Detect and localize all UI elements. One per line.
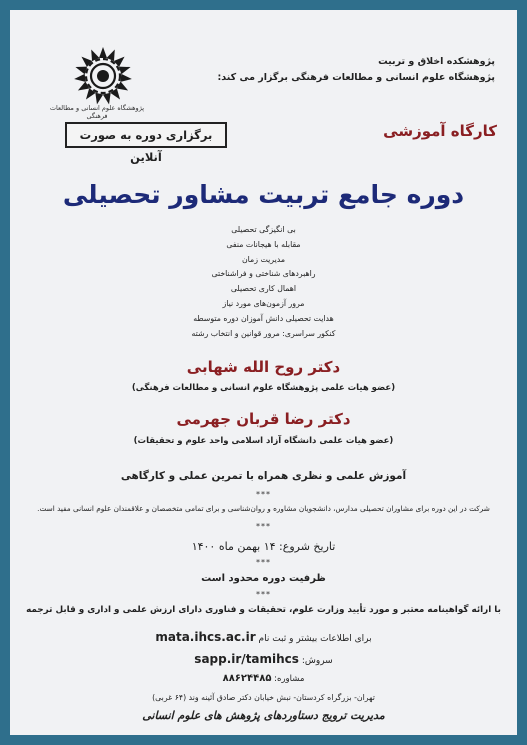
organizer-line-2: پژوهشگاه علوم انسانی و مطالعات فرهنگی برگزار می کند:: [217, 72, 495, 83]
poster: [10, 10, 517, 735]
topic-item: مرور آزمون‌های مورد نیاز: [222, 298, 305, 308]
topic-item: راهبردهای شناختی و فراشناختی: [211, 269, 316, 279]
registration-link[interactable]: mata.ihcs.ac.ir: [155, 630, 256, 644]
institute-logo: [68, 45, 138, 107]
consult-line: [10, 673, 517, 684]
online-notice-box: برگزاری دوره به صورت آنلاین: [65, 122, 227, 148]
registration-line: [10, 630, 517, 644]
audience-text: شرکت در این دوره برای مشاوران تحصیلی مدارس، دانشجویان مشاوره و روان‌شناسی و برای تمامی متخصصان و علاقمندان علوم انسانی مفید است.: [37, 504, 490, 513]
topic-item: مدیریت زمان: [241, 254, 286, 264]
logo-caption: پژوهشگاه علوم انسانی و مطالعات فرهنگی: [49, 104, 145, 120]
instructor-2-name: دکتر رضا قربان جهرمی: [176, 410, 351, 428]
instructor-1-name: دکتر روح الله شهابی: [186, 358, 341, 376]
registration-label: برای اطلاعات بیشتر و ثبت نام: [258, 634, 372, 644]
topic-item: اهمال کاری تحصیلی: [230, 284, 297, 294]
consult-phone: ۸۸۶۲۴۴۸۵: [222, 673, 272, 684]
separator: ***: [256, 522, 271, 531]
capacity-notice: ظرفیت دوره محدود است: [201, 573, 326, 584]
start-date: تاریخ شروع: ۱۴ بهمن ماه ۱۴۰۰: [191, 540, 336, 553]
soroush-line: [10, 652, 517, 666]
address: تهران- بزرگراه کردستان- نبش خیابان دکتر صادق آئینه وند (۶۴ غربی): [152, 693, 375, 702]
separator: ***: [256, 490, 271, 499]
certificate-info: با ارائه گواهینامه معتبر و مورد تأیید وزارت علوم، تحقیقات و فناوری دارای ارزش علمی و اداری و قابل ترجمه: [26, 605, 501, 615]
workshop-label: کارگاه آموزشی: [383, 122, 497, 140]
instructor-1-affiliation: (عضو هیات علمی پژوهشگاه علوم انسانی و مطالعات فرهنگی): [131, 383, 396, 393]
separator: ***: [256, 590, 271, 599]
topics-list: [10, 223, 517, 341]
separator: ***: [256, 558, 271, 567]
topic-item: بی انگیزگی تحصیلی: [231, 225, 296, 234]
footer-title: مدیریت ترویج دستاوردهای پژوهش های علوم انسانی: [142, 709, 385, 722]
topic-item: مقابله با هیجانات منفی: [226, 239, 301, 249]
training-method: آموزش علمی و نظری همراه با تمرین عملی و کارگاهی: [120, 470, 407, 482]
consult-label: مشاوره:: [274, 674, 305, 684]
topic-item: هدایت تحصیلی دانش آموزان دوره متوسطه: [193, 313, 334, 323]
instructor-2-affiliation: (عضو هیات علمی دانشگاه آزاد اسلامی واحد علوم و تحقیقات): [133, 436, 394, 446]
soroush-link[interactable]: sapp.ir/tamihcs: [194, 652, 299, 666]
course-title: دوره جامع تربیت مشاور تحصیلی: [62, 180, 465, 209]
organizer-line-1: پژوهشکده اخلاق و تربیت: [378, 56, 495, 67]
soroush-label: سروش:: [301, 656, 333, 666]
topic-item: کنکور سراسری: مرور قوانین و انتخاب رشته: [191, 328, 336, 338]
